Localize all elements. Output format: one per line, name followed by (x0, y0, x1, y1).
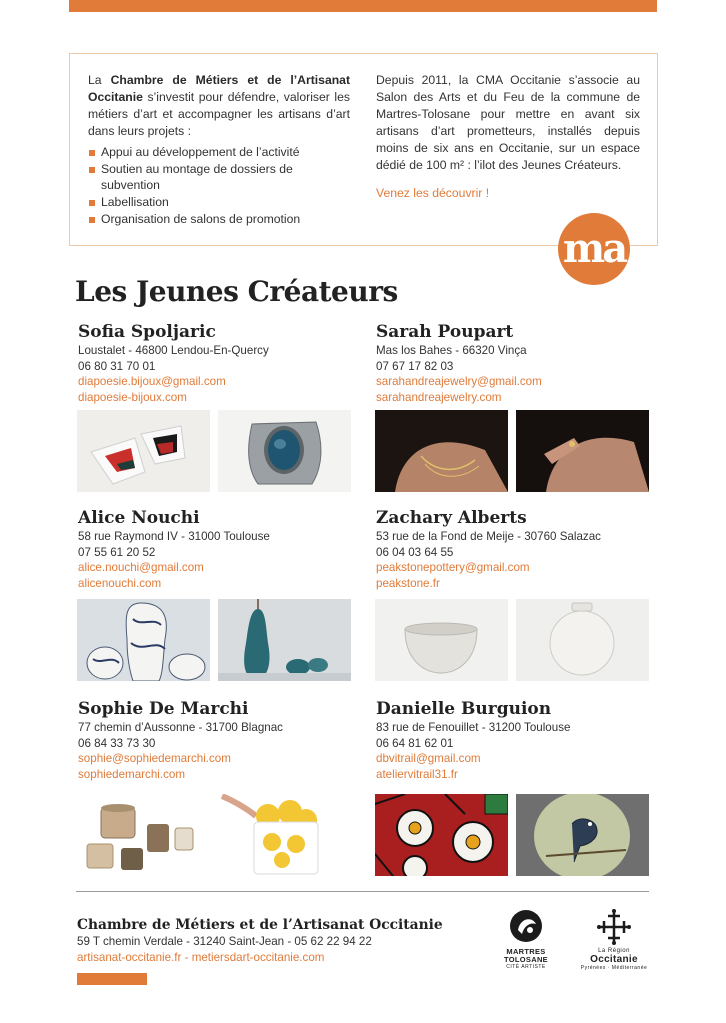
artist-website-link[interactable]: ateliervitrail31.fr (376, 767, 458, 781)
artist-address: Loustalet - 46800 Lendou-En-Quercy (78, 344, 269, 357)
artist-address: 83 rue de Fenouillet - 31200 Toulouse (376, 721, 571, 734)
cma-name: Chambre de Métiers et de l’Artisanat Occitanie (88, 73, 351, 104)
footer-address: 59 T chemin Verdale - 31240 Saint-Jean - 05 62 22 94 22 (77, 935, 372, 948)
artist-name: Alice Nouchi (78, 508, 200, 528)
artist-address: 53 rue de la Fond de Meije - 30760 Salazac (376, 530, 601, 543)
discover-link[interactable]: Venez les découvrir ! (376, 186, 490, 201)
photo-danielle-burguion-bird-panel (516, 794, 649, 876)
page-title: Les Jeunes Créateurs (75, 275, 398, 308)
artist-website-link[interactable]: diapoesie-bijoux.com (78, 390, 187, 404)
photo-sarah-poupart-necklace (375, 410, 508, 492)
photo-sofia-spoljaric-cuff (218, 410, 351, 492)
footer-accent-bar (77, 973, 147, 985)
photo-alice-nouchi-teal-vase (218, 599, 351, 681)
photo-zachary-alberts-bowl (375, 599, 508, 681)
list-item: Organisation de salons de promotion (88, 211, 350, 228)
list-item: Labellisation (88, 194, 350, 211)
intro-box (69, 53, 658, 246)
artist-email-link[interactable]: peakstonepottery@gmail.com (376, 561, 530, 574)
list-item: Soutien au montage de dossiers de subvention (88, 161, 350, 195)
artist-card-sofia-spoljaric (78, 321, 358, 405)
artist-card-danielle-burguion (376, 698, 656, 782)
region-name: Occitanie (590, 954, 638, 965)
artist-phone: 06 64 81 62 01 (376, 736, 454, 750)
photo-zachary-alberts-vase (516, 599, 649, 681)
artist-name: Zachary Alberts (376, 508, 527, 528)
footer-contact (77, 916, 443, 966)
artist-email-link[interactable]: dbvitrail@gmail.com (376, 752, 481, 765)
photo-alice-nouchi-vases (77, 599, 210, 681)
artist-website-link[interactable]: sarahandreajewelry.com (376, 390, 502, 404)
region-occitanie-logo (578, 908, 650, 971)
artist-address: 77 chemin d’Aussonne - 31700 Blagnac (78, 721, 283, 734)
footer-org-name: Chambre de Métiers et de l’Artisanat Occitanie (77, 917, 443, 933)
artist-website-link[interactable]: alicenouchi.com (78, 576, 162, 590)
martres-tolosane-logo (496, 908, 556, 970)
photo-danielle-burguion-stained-glass (375, 794, 508, 876)
artist-phone: 06 80 31 70 01 (78, 359, 156, 373)
artist-phone: 07 67 17 82 03 (376, 359, 454, 373)
martres-line1: MARTRES (506, 947, 546, 956)
martres-tagline: CITÉ ARTISTE (506, 964, 546, 970)
intro-left-column (88, 72, 350, 228)
footer-divider (76, 891, 649, 892)
photo-sarah-poupart-ring (516, 410, 649, 492)
martres-tolosane-emblem-icon (508, 908, 544, 944)
artist-address: 58 rue Raymond IV - 31000 Toulouse (78, 530, 270, 543)
artist-email-link[interactable]: diapoesie.bijoux@gmail.com (78, 375, 226, 388)
intro-left-paragraph: La Chambre de Métiers et de l’Artisanat Occitanie s’investit pour défendre, valoriser les métiers d’art et accompagner les artisans d’art dans leurs projets : (88, 73, 351, 138)
artist-name: Sophie De Marchi (78, 699, 249, 719)
artist-phone: 06 04 03 64 55 (376, 545, 454, 559)
artist-address: Mas los Bahes - 66320 Vinça (376, 344, 527, 357)
list-item: Appui au développement de l’activité (88, 144, 350, 161)
artist-card-sophie-de-marchi (78, 698, 358, 782)
artist-name: Danielle Burguion (376, 699, 552, 719)
region-small-label: La Région (598, 948, 630, 954)
martres-line2: TOLOSANE (504, 955, 548, 964)
photo-sophie-de-marchi-pottery (77, 794, 210, 876)
services-list (88, 144, 350, 229)
photo-sophie-de-marchi-lemons (218, 794, 351, 876)
artist-phone: 06 84 33 73 30 (78, 736, 156, 750)
occitan-cross-icon (594, 908, 634, 946)
artist-name: Sarah Poupart (376, 322, 514, 342)
artist-website-link[interactable]: sophiedemarchi.com (78, 767, 185, 781)
intro-right-column (376, 72, 640, 202)
ma-logo-text: ma (562, 225, 626, 272)
region-sub: Pyrénées · Méditerranée (580, 965, 648, 971)
artist-website-link[interactable]: peakstone.fr (376, 576, 440, 590)
ma-logo (558, 213, 630, 285)
artist-name: Sofia Spoljaric (78, 322, 216, 342)
footer-websites-link[interactable]: artisanat-occitanie.fr - metiersdart-occitanie.com (77, 951, 325, 964)
artist-email-link[interactable]: sophie@sophiedemarchi.com (78, 752, 231, 765)
artist-card-zachary-alberts (376, 507, 656, 591)
top-accent-bar (69, 0, 657, 12)
intro-right-paragraph: Depuis 2011, la CMA Occitanie s’associe au Salon des Arts et du Feu de la commune de Martres-Tolosane pour mettre en avant six artisans d’art prometteurs, installés depuis moins de six ans en Occitanie, sur un espace dédié de 100 m² : l’ilot des Jeunes Créateurs. (376, 73, 640, 172)
artist-card-sarah-poupart (376, 321, 656, 405)
artist-email-link[interactable]: alice.nouchi@gmail.com (78, 561, 204, 574)
artist-email-link[interactable]: sarahandreajewelry@gmail.com (376, 375, 542, 388)
artist-phone: 07 55 61 20 52 (78, 545, 156, 559)
photo-sofia-spoljaric-earrings (77, 410, 210, 492)
artist-card-alice-nouchi (78, 507, 358, 591)
